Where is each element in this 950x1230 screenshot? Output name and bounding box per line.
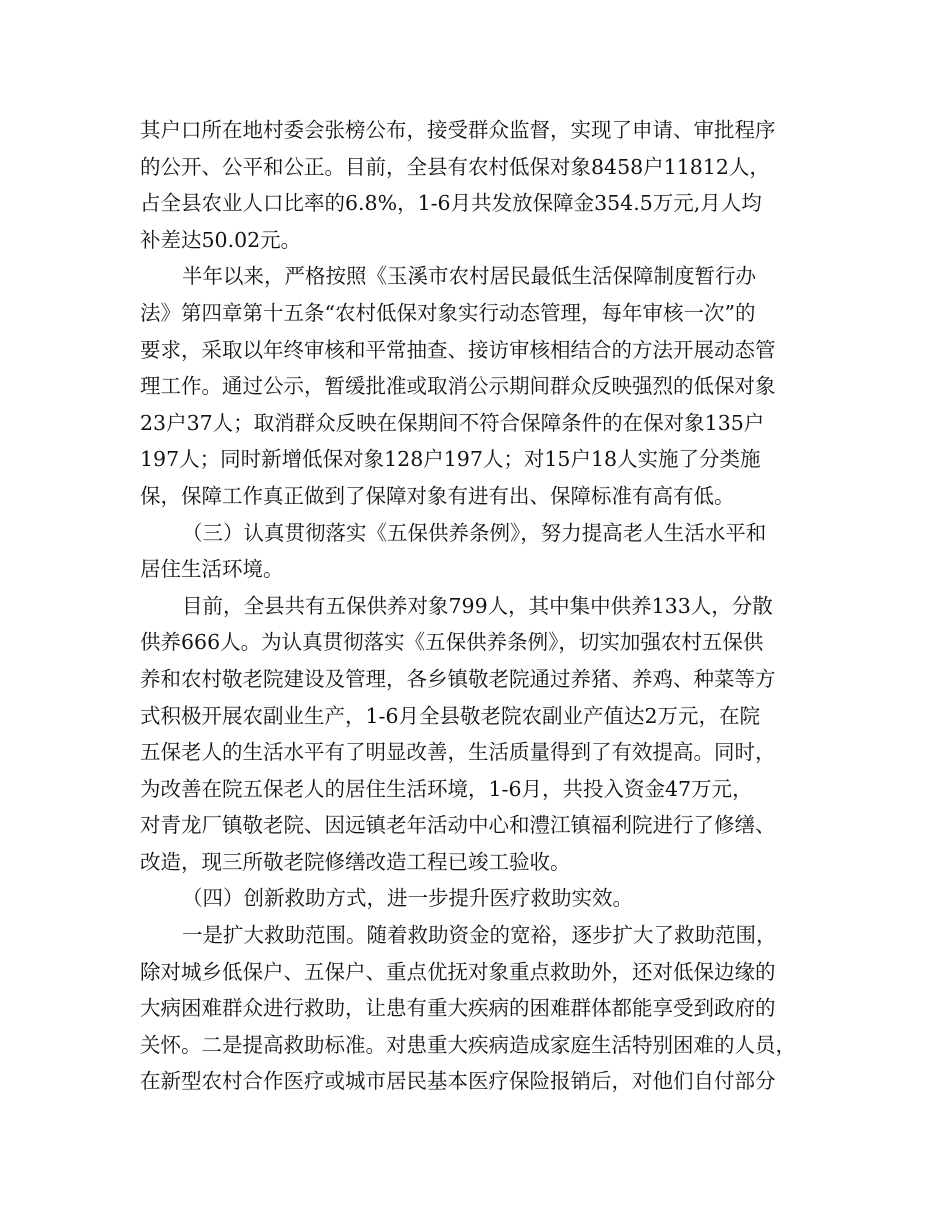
body-text: [140, 112, 830, 1100]
text-line: 其户口所在地村委会张榜公布，接受群众监督，实现了申请、审批程序: [140, 118, 776, 142]
text-line: 除对城乡低保户、五保户、重点优抚对象重点救助外，还对低保边缘的: [140, 959, 776, 984]
text-line: 197人；同时新增低保对象128户197人；对15户18人实施了分类施: [140, 447, 761, 472]
paragraph-start-line: 目前，全县共有五保供养对象799人，其中集中供养133人，分散: [182, 593, 773, 618]
text-line: 关怀。二是提高救助标准。对患重大疾病造成家庭生活特别困难的人员，: [140, 1032, 796, 1057]
section-heading-line: （四）创新救助方式，进一步提升医疗救助实效。: [182, 886, 633, 911]
section-heading-line: （三）认真贯彻落实《五保供养条例》，努力提高老人生活水平和: [182, 520, 767, 545]
text-line: 保，保障工作真正做到了保障对象有进有出、保障标准有高有低。: [140, 483, 735, 508]
text-line: 为改善在院五保老人的居住生活环境，1-6月，共投入资金47万元，: [140, 776, 753, 801]
text-line: 在新型农村合作医疗或城市居民基本医疗保险报销后，对他们自付部分: [140, 1069, 776, 1094]
text-line: 养和农村敬老院建设及管理，各乡镇敬老院通过养猪、养鸡、种菜等方: [140, 666, 776, 691]
text-line: 五保老人的生活水平有了明显改善，生活质量得到了有效提高。同时，: [140, 740, 776, 765]
text-line: 供养666人。为认真贯彻落实《五保供养条例》，切实加强农村五保供: [140, 630, 764, 655]
paragraph-start-line: 半年以来，严格按照《玉溪市农村居民最低生活保障制度暂行办: [182, 264, 756, 289]
paragraph-start-line: 一是扩大救助范围。随着救助资金的宽裕，逐步扩大了救助范围，: [182, 923, 777, 948]
text-line: 补差达50.02元。: [140, 227, 302, 252]
text-line: 法》第四章第十五条“农村低保对象实行动态管理，每年审核一次”的: [140, 300, 756, 325]
text-line: 改造，现三所敬老院修缮改造工程已竣工验收。: [140, 849, 571, 874]
text-line: 占全县农业人口比率的6.8%，1-6月共发放保障金354.5万元,月人均: [140, 191, 762, 216]
text-line: 的公开、公平和公正。目前，全县有农村低保对象8458户11812人，: [140, 154, 770, 179]
text-line: 23户37人；取消群众反映在保期间不符合保障条件的在保对象135户: [140, 410, 765, 435]
text-line: 理工作。通过公示，暂缓批准或取消公示期间群众反映强烈的低保对象: [140, 374, 776, 399]
text-line: 式积极开展农副业生产，1-6月全县敬老院农副业产值达2万元，在院: [140, 703, 761, 728]
text-line: 对青龙厂镇敬老院、因远镇老年活动中心和澧江镇福利院进行了修缮、: [140, 813, 776, 838]
text-line: 大病困难群众进行救助，让患有重大疾病的困难群体都能享受到政府的: [140, 996, 776, 1021]
section-heading-line: 居住生活环境。: [140, 557, 284, 582]
text-line: 要求，采取以年终审核和平常抽查、接访审核相结合的方法开展动态管: [140, 337, 776, 362]
